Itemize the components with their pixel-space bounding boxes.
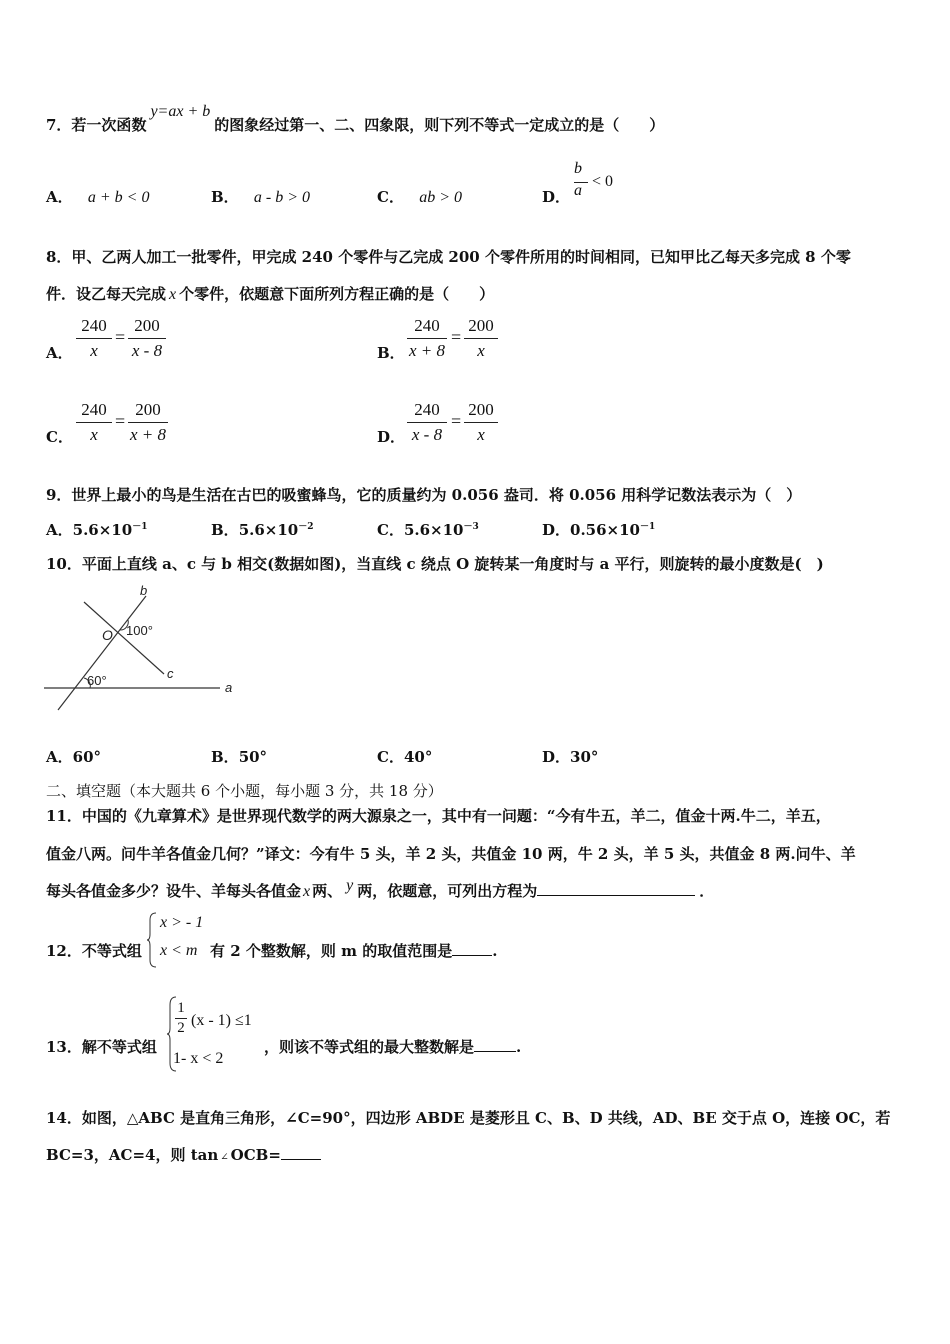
option-expr: a - b > 0 bbox=[253, 189, 311, 206]
q7-text-a: 7．若一次函数 bbox=[46, 116, 147, 134]
option-label: A． bbox=[46, 188, 73, 206]
q7-option-a[interactable] bbox=[46, 186, 149, 207]
q7-option-d-rel: < 0 bbox=[592, 173, 614, 190]
q8-var-x: x bbox=[169, 286, 177, 303]
option-expr: a + b < 0 bbox=[87, 189, 150, 206]
angle-icon: ∠ bbox=[220, 1152, 229, 1163]
q14-line1: 14．如图，△ABC 是直角三角形，∠C=90°，四边形 ABDE 是菱形且 C、B、D 共线，AD、BE 交于点 O，连接 OC，若 bbox=[46, 1109, 891, 1127]
q8-option-a-label[interactable]: A． bbox=[46, 344, 73, 362]
q8-a-right-fraction: $\frac{200}{x - 8}$ bbox=[128, 316, 166, 361]
q12-brace bbox=[146, 912, 158, 968]
q12-text-b: 有 2 个整数解，则 m 的取值范围是 . bbox=[210, 942, 498, 960]
q12-text-a: 12．不等式组 bbox=[46, 942, 142, 960]
q8-b-right-fraction: $\frac{200}{x}$ bbox=[464, 316, 498, 361]
option-label: B． bbox=[211, 188, 239, 206]
q7-stem bbox=[46, 103, 665, 135]
q7-option-d-fraction: b a bbox=[574, 160, 582, 199]
q9-stem: 9．世界上最小的鸟是生活在古巴的吸蜜蜂鸟，它的质量约为 0.056 盎司．将 0.056 用科学记数法表示为（ ） bbox=[46, 486, 802, 504]
q14-line2: BC=3，AC=4，则 tan ∠ OCB= bbox=[46, 1144, 321, 1165]
q8-d-left-fraction: $\frac{240}{x - 8}$ bbox=[407, 400, 447, 445]
q12-ineq2: x < m bbox=[160, 942, 198, 959]
q8-c-left-fraction: $\frac{240}{x}$ bbox=[76, 400, 112, 445]
q10-option-b[interactable]: B．50° bbox=[211, 748, 268, 766]
option-label: D． bbox=[542, 188, 571, 206]
q10-option-a[interactable]: A．60° bbox=[46, 748, 102, 766]
q13-ineq1: (x - 1) ≤1 bbox=[191, 1012, 252, 1029]
label-100: 100° bbox=[126, 623, 153, 638]
option-label: C． bbox=[377, 188, 404, 206]
label-a: a bbox=[225, 680, 233, 695]
q13-ineq2: 1- x < 2 bbox=[173, 1050, 224, 1067]
q8-d-equals: = bbox=[451, 411, 462, 431]
label-o: O bbox=[102, 627, 113, 643]
q7-function: y=ax + b bbox=[150, 103, 211, 120]
q10-stem: 10．平面上直线 a、c 与 b 相交(数据如图)，当直线 c 绕点 O 旋转某一角度时与 a 平行，则旋转的最小度数是( ) bbox=[46, 555, 824, 573]
q13-answer-blank[interactable] bbox=[474, 1051, 516, 1052]
q7-option-b[interactable] bbox=[211, 186, 310, 207]
q9-option-d[interactable]: D．$0.56\times 10^{-1}$ bbox=[542, 521, 656, 539]
line-b bbox=[58, 596, 146, 710]
label-b: b bbox=[140, 583, 148, 598]
q10-option-d[interactable]: D．30° bbox=[542, 748, 599, 766]
section2-title: 二、填空题（本大题共 6 个小题，每小题 3 分，共 18 分） bbox=[46, 782, 443, 800]
q7-text-b: 的图象经过第一、二、四象限，则下列不等式一定成立的是（ ） bbox=[214, 116, 665, 134]
option-expr: ab > 0 bbox=[419, 189, 462, 206]
q9-option-b[interactable]: B．$5.6\times 10^{-2}$ bbox=[211, 521, 314, 539]
q8-c-equals: = bbox=[115, 411, 126, 431]
q9-option-a[interactable]: A．$5.6\times 10^{-1}$ bbox=[46, 521, 148, 539]
q11-line3: 每头各值金多少？设牛、羊每头各值金 x 两、 y 两，依题意，可列出方程为 ． bbox=[46, 877, 715, 900]
q8-b-left-fraction: $\frac{240}{x + 8}$ bbox=[408, 316, 446, 360]
q14-answer-blank[interactable] bbox=[281, 1159, 321, 1160]
label-60: 60° bbox=[87, 673, 107, 688]
q11-var-x: x bbox=[303, 883, 311, 900]
q7-option-d[interactable] bbox=[542, 186, 570, 207]
q8-c-right-fraction: $\frac{200}{x + 8}$ bbox=[129, 400, 167, 444]
q13-text-a: 13．解不等式组 bbox=[46, 1038, 157, 1056]
q12-ineq1: x > - 1 bbox=[160, 914, 204, 931]
q10-option-c[interactable]: C．40° bbox=[377, 748, 433, 766]
line-c bbox=[84, 602, 164, 674]
q8-d-right-fraction: $\frac{200}{x}$ bbox=[464, 400, 498, 445]
q8-option-c-label[interactable]: C． bbox=[46, 428, 73, 446]
q9-option-c[interactable]: C．$5.6\times 10^{-3}$ bbox=[377, 521, 479, 539]
q8-line2: 件．设乙每天完成 x 个零件，依题意下面所列方程正确的是（ ） bbox=[46, 285, 495, 303]
q11-answer-blank[interactable] bbox=[537, 895, 695, 896]
q8-option-b-label[interactable]: B． bbox=[377, 344, 405, 362]
q8-option-d-label[interactable]: D． bbox=[377, 428, 406, 446]
q13-text-b: ，则该不等式组的最大整数解是 . bbox=[264, 1038, 522, 1056]
q7-option-c[interactable] bbox=[377, 186, 462, 207]
q11-line1: 11．中国的《九章算术》是世界现代数学的两大源泉之一，其中有一问题：“今有牛五，羊二，值金十两.牛二，羊五， bbox=[46, 807, 831, 825]
label-c: c bbox=[167, 666, 174, 681]
q12-answer-blank[interactable] bbox=[452, 955, 492, 956]
q11-line2: 值金八两。问牛羊各值金几何？”译文：今有牛 5 头，羊 2 头，共值金 10 两，牛 2 头，羊 5 头，共值金 8 两.问牛、羊 bbox=[46, 845, 856, 863]
q7-frac-bar bbox=[574, 182, 588, 183]
q11-var-y: y bbox=[346, 877, 354, 894]
q8-line1: 8．甲、乙两人加工一批零件，甲完成 240 个零件与乙完成 200 个零件所用的时间相同，已知甲比乙每天多完成 8 个零 bbox=[46, 248, 851, 266]
q13-half-fraction: $\frac{1}{2}$ bbox=[175, 1000, 187, 1037]
q8-a-left-fraction: $\frac{240}{x}$ bbox=[76, 316, 112, 361]
q8-a-equals: = bbox=[115, 327, 126, 347]
q8-b-equals: = bbox=[451, 327, 462, 347]
q10-figure bbox=[42, 582, 242, 712]
